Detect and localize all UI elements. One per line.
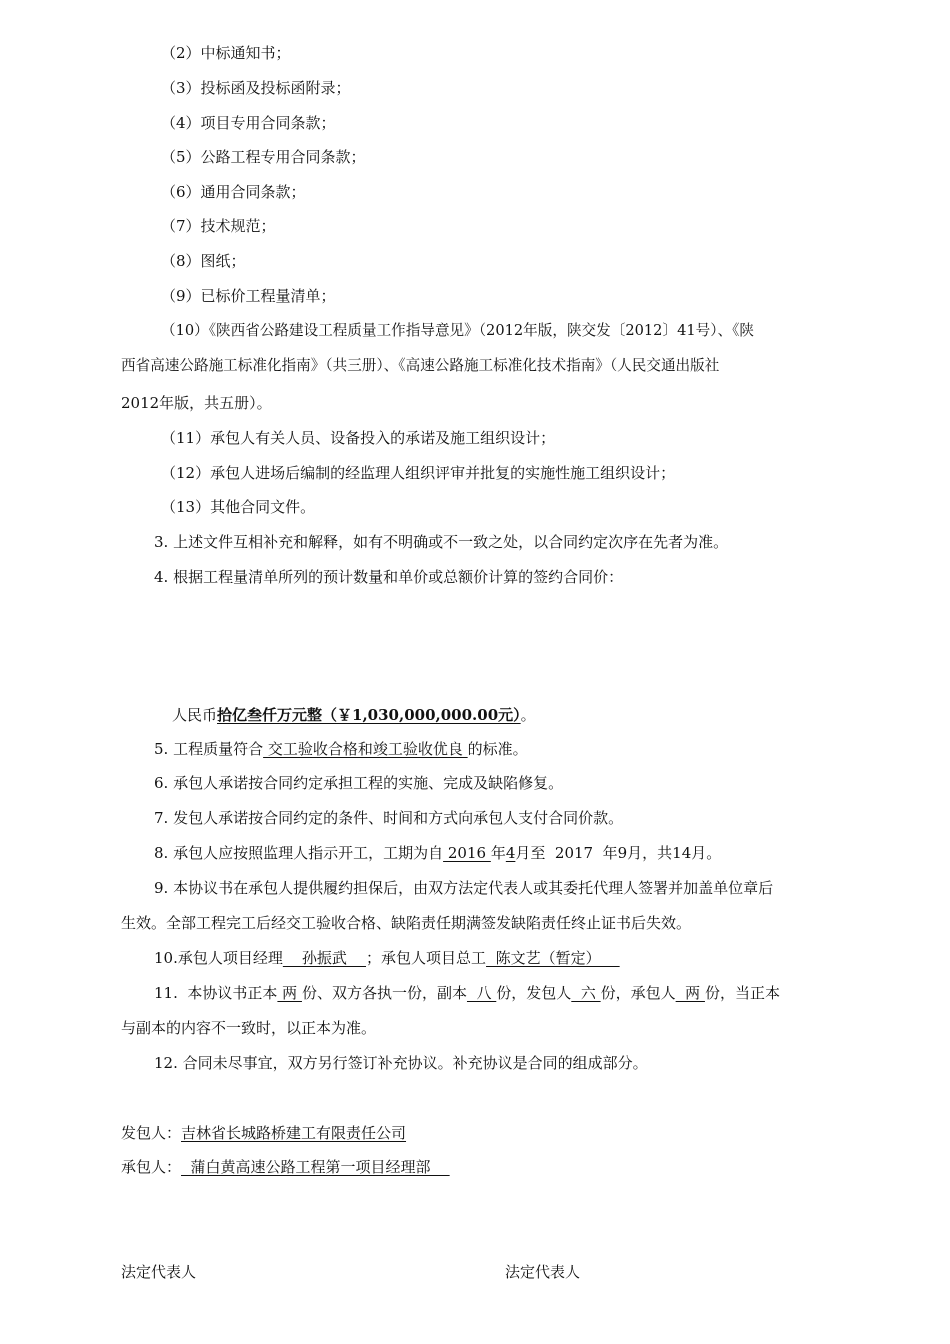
clause-11-line1 [154, 983, 780, 1003]
list-item-8: （8）图纸； [161, 252, 246, 270]
clause-8-prefix: 8. 承包人应按照监理人指示开工，工期为自 [154, 844, 444, 862]
clause-11-p2: 份、双方各执一份，副本 [301, 984, 467, 1002]
project-manager: 孙振武 [282, 949, 367, 967]
clause-6: 6. 承包人承诺按合同约定承担工程的实施、完成及缺陷修复。 [154, 774, 564, 792]
employer-name: 吉林省长城路桥建工有限责任公司 [181, 1124, 407, 1142]
start-month: 4 [505, 844, 516, 862]
clause-8-rest: 月至 2017 年9月，共14月。 [515, 844, 722, 862]
clause-10 [154, 948, 620, 968]
employer [121, 1123, 406, 1143]
quality-standard: 交工验收合格和竣工验收优良 [263, 740, 468, 758]
clause-5-prefix: 5. 工程质量符合 [154, 740, 264, 758]
list-item-9: （9）已标价工程量清单； [161, 287, 336, 305]
clause-12: 12. 合同未尽事宜，双方另行签订补充协议。补充协议是合同的组成部分。 [154, 1054, 648, 1072]
employer-copies: 六 [571, 984, 601, 1002]
clause-3: 3. 上述文件互相补充和解释，如有不明确或不一致之处，以合同约定次序在先者为准。 [154, 533, 729, 551]
list-item-3: （3）投标函及投标函附录； [161, 79, 351, 97]
list-item-12: （12）承包人进场后编制的经监理人组织评审并批复的实施性施工组织设计； [161, 464, 676, 482]
clause-11-p1: 11. 本协议书正本 [154, 984, 278, 1002]
contractor-legal-rep: 法定代表人 [505, 1263, 581, 1281]
clause-8-year-label: 年 [490, 844, 506, 862]
clause-11-p4: 份，承包人 [600, 984, 676, 1002]
list-item-13: （13）其他合同文件。 [161, 498, 316, 516]
price-prefix: 人民币 [172, 706, 218, 724]
list-item-7: （7）技术规范； [161, 217, 276, 235]
clause-9-line2: 生效。全部工程完工后经交工验收合格、缺陷责任期满签发缺陷责任终止证书后失效。 [121, 914, 692, 932]
original-count: 两 [277, 984, 302, 1002]
clause-11-p3: 份，发包人 [496, 984, 572, 1002]
contractor [121, 1157, 450, 1177]
clause-9-line1: 9. 本协议书在承包人提供履约担保后，由双方法定代表人或其委托代理人签署并加盖单位章后 [154, 879, 774, 897]
list-item-2: （2）中标通知书； [161, 44, 291, 62]
list-item-10-line2: 西省高速公路施工标准化指南》（共三册）、《高速公路施工标准化技术指南》（人民交通出版社 [121, 357, 720, 374]
list-item-10-line1: （10）《陕西省公路建设工程质量工作指导意见》（2012年版，陕交发〔2012〕41号）、《陕 [161, 322, 755, 339]
price-suffix: 。 [520, 706, 536, 724]
contractor-name: 蒲白黄高速公路工程第一项目经理部 [181, 1158, 450, 1176]
list-item-10-line3: 2012年版，共五册）。 [121, 394, 272, 412]
contractor-copies: 两 [675, 984, 705, 1002]
contract-price [172, 705, 536, 725]
clause-10-mid: ；承包人项目总工 [366, 949, 487, 967]
clause-8 [154, 843, 721, 863]
clause-5-suffix: 的标准。 [467, 740, 528, 758]
clause-10-prefix: 10.承包人项目经理 [154, 949, 283, 967]
price-amount: 拾亿叁仟万元整（￥1,030,000,000.00元） [217, 706, 521, 724]
clause-7: 7. 发包人承诺按合同约定的条件、时间和方式向承包人支付合同价款。 [154, 809, 624, 827]
clause-11-p5: 份，当正本 [704, 984, 780, 1002]
clause-5 [154, 739, 528, 759]
clause-4: 4. 根据工程量清单所列的预计数量和单价或总额价计算的签约合同价： [154, 568, 624, 586]
list-item-5: （5）公路工程专用合同条款； [161, 148, 366, 166]
start-year: 2016 [443, 844, 491, 862]
contractor-label: 承包人： [121, 1158, 182, 1176]
clause-11-line2: 与副本的内容不一致时，以正本为准。 [121, 1019, 377, 1037]
chief-engineer: 陈文艺（暂定） [486, 949, 620, 967]
employer-legal-rep: 法定代表人 [121, 1263, 197, 1281]
copy-count: 八 [466, 984, 497, 1002]
list-item-6: （6）通用合同条款； [161, 183, 306, 201]
list-item-4: （4）项目专用合同条款； [161, 114, 336, 132]
employer-label: 发包人： [121, 1124, 182, 1142]
list-item-11: （11）承包人有关人员、设备投入的承诺及施工组织设计； [161, 429, 556, 447]
